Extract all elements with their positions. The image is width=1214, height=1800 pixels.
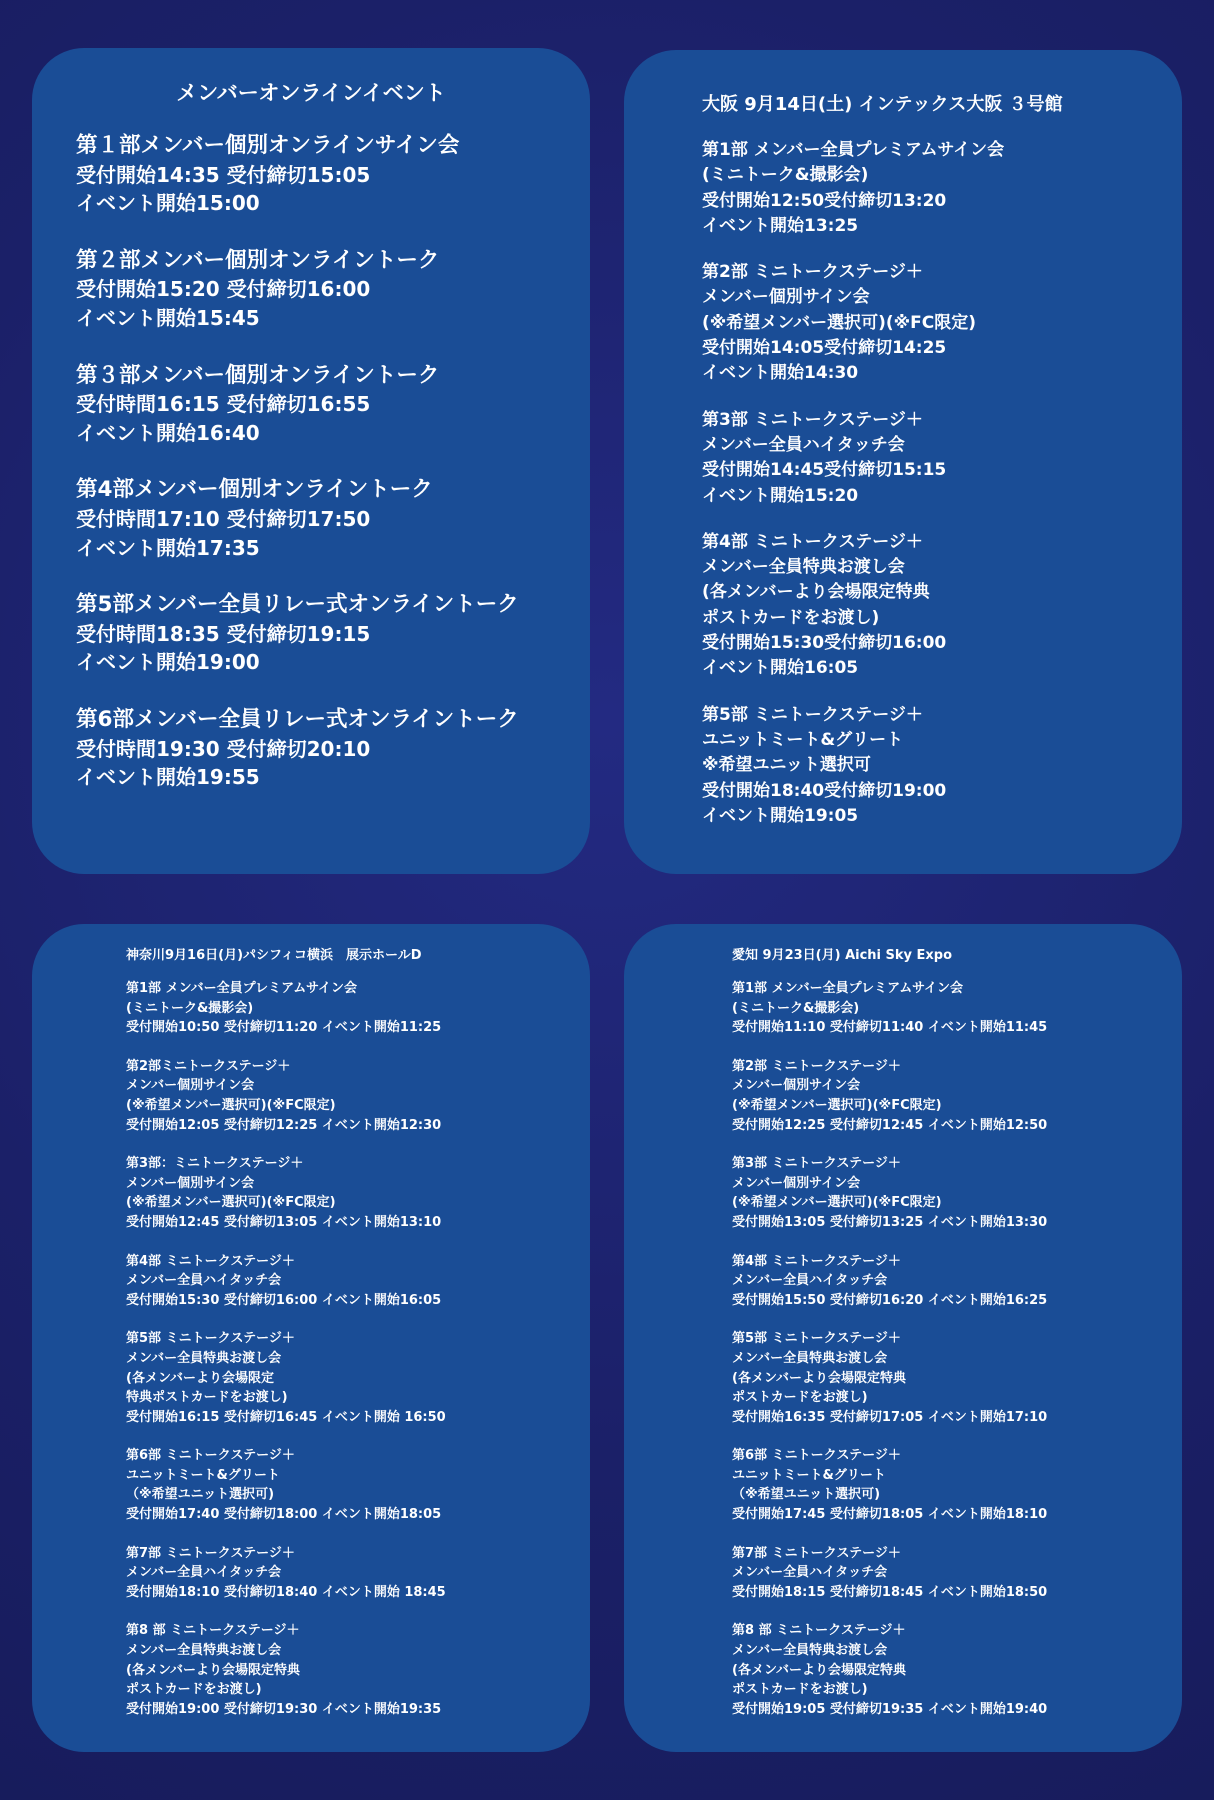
session-list — [702, 138, 1162, 829]
session-detail: （※希望ユニット選択可) — [126, 1487, 275, 1503]
session-detail: 受付開始12:05 受付締切12:25 イベント開始12:30 — [126, 1117, 442, 1133]
session-detail: 受付開始15:20 受付締切16:00 — [76, 277, 371, 302]
session-block — [732, 979, 1168, 1038]
session-detail: 受付開始17:45 受付締切18:05 イベント開始18:10 — [732, 1507, 1048, 1523]
session-detail: (各メンバーより会場限定特典 — [126, 1662, 301, 1678]
session-heading: 第3部 ミニトークステージ＋ — [702, 409, 923, 430]
session-detail: （※希望ユニット選択可) — [732, 1487, 881, 1503]
session-heading: 第5部 ミニトークステージ＋ — [126, 1331, 295, 1347]
session-heading: 第３部メンバー個別オンライントーク — [76, 362, 440, 388]
session-detail: メンバー全員ハイタッチ会 — [126, 1565, 282, 1581]
session-detail: 受付時間18:35 受付締切19:15 — [76, 621, 371, 646]
session-heading: 第1部 メンバー全員プレミアムサイン会 — [732, 981, 964, 996]
session-detail: メンバー全員特典お渡し会 — [126, 1350, 282, 1366]
panel-aichi — [624, 924, 1182, 1752]
session-detail: 受付開始14:45受付締切15:15 — [702, 460, 947, 481]
session-heading: 第6部 ミニトークステージ＋ — [126, 1448, 295, 1464]
session-block — [76, 591, 570, 677]
session-detail: メンバー全員特典お渡し会 — [702, 557, 905, 578]
session-heading: 第3部 ミニトークステージ＋ — [732, 1156, 901, 1172]
session-detail: ユニットミート&グリート — [126, 1467, 280, 1483]
session-detail: イベント開始17:35 — [76, 535, 260, 560]
session-detail: 受付開始19:05 受付締切19:35 イベント開始19:40 — [732, 1701, 1048, 1717]
session-detail: 受付開始16:35 受付締切17:05 イベント開始17:10 — [732, 1409, 1048, 1425]
session-detail: (※希望メンバー選択可)(※FC限定) — [732, 1097, 942, 1113]
session-detail: メンバー全員特典お渡し会 — [732, 1350, 888, 1366]
session-block — [76, 362, 570, 448]
session-detail: メンバー全員ハイタッチ会 — [732, 1565, 888, 1581]
session-heading: 第7部 ミニトークステージ＋ — [732, 1545, 901, 1561]
session-heading: 第3部：ミニトークステージ＋ — [126, 1156, 304, 1172]
session-detail: メンバー全員ハイタッチ会 — [732, 1273, 888, 1289]
session-heading: 第2部 ミニトークステージ＋ — [702, 262, 923, 283]
session-detail: メンバー個別サイン会 — [702, 287, 870, 308]
session-detail: (各メンバーより会場限定特典 — [732, 1370, 907, 1386]
session-detail: (ミニトーク&撮影会) — [126, 1000, 254, 1016]
session-block — [702, 530, 1162, 682]
session-block — [76, 706, 570, 792]
session-heading: 第4部メンバー個別オンライントーク — [76, 477, 433, 503]
session-detail: 受付開始10:50 受付締切11:20 イベント開始11:25 — [126, 1020, 442, 1036]
session-block — [126, 1154, 576, 1232]
session-detail: ポストカードをお渡し) — [126, 1682, 262, 1698]
session-detail: 受付開始16:15 受付締切16:45 イベント開始 16:50 — [126, 1409, 446, 1425]
session-detail: ユニットミート&グリート — [732, 1467, 886, 1483]
session-block — [702, 260, 1162, 386]
session-detail: ポストカードをお渡し) — [702, 607, 880, 628]
session-detail: 受付開始12:50受付締切13:20 — [702, 190, 947, 211]
session-detail: 受付開始15:30 受付締切16:00 イベント開始16:05 — [126, 1292, 442, 1308]
session-detail: イベント開始16:05 — [702, 658, 859, 679]
panel-title: 大阪 9月14日(土) インテックス大阪 ３号館 — [702, 94, 1063, 115]
session-block — [702, 408, 1162, 509]
session-detail: (ミニトーク&撮影会) — [702, 165, 869, 186]
session-detail: 受付開始13:05 受付締切13:25 イベント開始13:30 — [732, 1214, 1048, 1230]
session-detail: 受付開始19:00 受付締切19:30 イベント開始19:35 — [126, 1701, 442, 1717]
session-detail: 受付開始18:15 受付締切18:45 イベント開始18:50 — [732, 1584, 1048, 1600]
session-list — [76, 132, 570, 792]
session-detail: 受付時間19:30 受付締切20:10 — [76, 736, 371, 761]
session-block — [126, 1446, 576, 1524]
session-detail: 受付時間17:10 受付締切17:50 — [76, 506, 371, 531]
session-detail: メンバー個別サイン会 — [732, 1175, 861, 1191]
session-heading: 第1部 メンバー全員プレミアムサイン会 — [702, 140, 1005, 160]
session-detail: メンバー全員特典お渡し会 — [732, 1643, 888, 1659]
panel-kanagawa — [32, 924, 590, 1752]
session-detail: (ミニトーク&撮影会) — [732, 1000, 860, 1016]
session-block — [732, 1154, 1168, 1232]
session-detail: 受付開始15:50 受付締切16:20 イベント開始16:25 — [732, 1292, 1048, 1308]
session-heading: 第4部 ミニトークステージ＋ — [732, 1253, 901, 1269]
session-detail: (各メンバーより会場限定特典 — [732, 1662, 907, 1678]
session-detail: ポストカードをお渡し) — [732, 1390, 868, 1406]
session-detail: イベント開始14:30 — [702, 363, 859, 384]
session-detail: イベント開始16:40 — [76, 420, 260, 445]
session-heading: 第5部 ミニトークステージ＋ — [702, 704, 923, 725]
session-heading: 第8 部 ミニトークステージ＋ — [732, 1623, 906, 1639]
session-heading: 第1部 メンバー全員プレミアムサイン会 — [126, 981, 358, 996]
session-detail: メンバー全員ハイタッチ会 — [702, 434, 905, 455]
session-detail: イベント開始13:25 — [702, 215, 859, 236]
session-block — [126, 979, 576, 1038]
session-block — [76, 247, 570, 333]
session-detail: (各メンバーより会場限定特典 — [702, 582, 930, 603]
session-detail: 受付時間16:15 受付締切16:55 — [76, 392, 371, 417]
panel-osaka — [624, 50, 1182, 874]
panel-title: 神奈川9月16日(月)パシフィコ横浜 展示ホールD — [126, 948, 422, 963]
session-detail: ユニットミート&グリート — [702, 729, 904, 750]
session-detail: イベント開始19:05 — [702, 805, 859, 826]
session-block — [732, 1252, 1168, 1311]
session-block — [76, 476, 570, 562]
session-detail: 受付開始11:10 受付締切11:40 イベント開始11:45 — [732, 1020, 1048, 1036]
session-heading: 第6部メンバー全員リレー式オンライントーク — [76, 706, 519, 732]
session-block — [702, 138, 1162, 239]
session-heading: 第5部メンバー全員リレー式オンライントーク — [76, 592, 519, 618]
session-heading: 第2部 ミニトークステージ＋ — [732, 1058, 901, 1074]
session-block — [126, 1544, 576, 1603]
panel-title: 愛知 9月23日(月) Aichi Sky Expo — [732, 948, 953, 963]
session-detail: イベント開始19:00 — [76, 650, 260, 675]
session-detail: メンバー全員特典お渡し会 — [126, 1643, 282, 1659]
panel-online-event — [32, 48, 590, 874]
session-detail: 受付開始15:30受付締切16:00 — [702, 633, 947, 654]
session-detail: ポストカードをお渡し) — [732, 1682, 868, 1698]
session-block — [126, 1621, 576, 1719]
session-detail: メンバー全員ハイタッチ会 — [126, 1273, 282, 1289]
session-heading: 第8 部 ミニトークステージ＋ — [126, 1623, 300, 1639]
session-detail: メンバー個別サイン会 — [126, 1175, 255, 1191]
session-block — [732, 1446, 1168, 1524]
session-block — [126, 1057, 576, 1135]
panel-title: メンバーオンラインイベント — [176, 81, 446, 105]
session-block — [126, 1329, 576, 1427]
session-block — [732, 1329, 1168, 1427]
session-detail: (※希望メンバー選択可)(※FC限定) — [702, 312, 977, 333]
session-list — [732, 979, 1168, 1719]
session-detail: (各メンバーより会場限定 — [126, 1370, 275, 1386]
session-detail: メンバー個別サイン会 — [126, 1078, 255, 1094]
session-block — [702, 703, 1162, 829]
session-block — [732, 1621, 1168, 1719]
session-detail: メンバー個別サイン会 — [732, 1078, 861, 1094]
session-detail: イベント開始15:20 — [702, 485, 859, 506]
session-list — [126, 979, 576, 1719]
session-block — [76, 132, 570, 218]
session-detail: 受付開始12:25 受付締切12:45 イベント開始12:50 — [732, 1117, 1048, 1133]
session-detail: (※希望メンバー選択可)(※FC限定) — [126, 1195, 336, 1211]
session-detail: 受付開始14:35 受付締切15:05 — [76, 162, 371, 187]
session-heading: 第2部ミニトークステージ＋ — [126, 1058, 291, 1074]
session-detail: 受付開始18:40受付締切19:00 — [702, 780, 947, 801]
session-block — [732, 1057, 1168, 1135]
session-detail: 受付開始12:45 受付締切13:05 イベント開始13:10 — [126, 1214, 442, 1230]
session-heading: 第１部メンバー個別オンラインサイン会 — [76, 133, 460, 158]
session-block — [732, 1544, 1168, 1603]
session-heading: 第5部 ミニトークステージ＋ — [732, 1331, 901, 1347]
session-heading: 第4部 ミニトークステージ＋ — [702, 531, 923, 552]
session-detail: 受付開始18:10 受付締切18:40 イベント開始 18:45 — [126, 1584, 446, 1600]
session-detail: イベント開始15:45 — [76, 305, 260, 330]
session-detail: 特典ポストカードをお渡し) — [126, 1390, 288, 1406]
session-detail: 受付開始14:05受付締切14:25 — [702, 338, 947, 359]
session-detail: 受付開始17:40 受付締切18:00 イベント開始18:05 — [126, 1507, 442, 1523]
session-block — [126, 1252, 576, 1311]
session-detail: ※希望ユニット選択可 — [702, 755, 871, 776]
session-detail: (※希望メンバー選択可)(※FC限定) — [732, 1195, 942, 1211]
session-heading: 第6部 ミニトークステージ＋ — [732, 1448, 901, 1464]
session-heading: 第２部メンバー個別オンライントーク — [76, 247, 440, 273]
session-heading: 第7部 ミニトークステージ＋ — [126, 1545, 295, 1561]
session-heading: 第4部 ミニトークステージ＋ — [126, 1253, 295, 1269]
session-detail: イベント開始15:00 — [76, 191, 260, 216]
session-detail: イベント開始19:55 — [76, 765, 260, 790]
session-detail: (※希望メンバー選択可)(※FC限定) — [126, 1097, 336, 1113]
